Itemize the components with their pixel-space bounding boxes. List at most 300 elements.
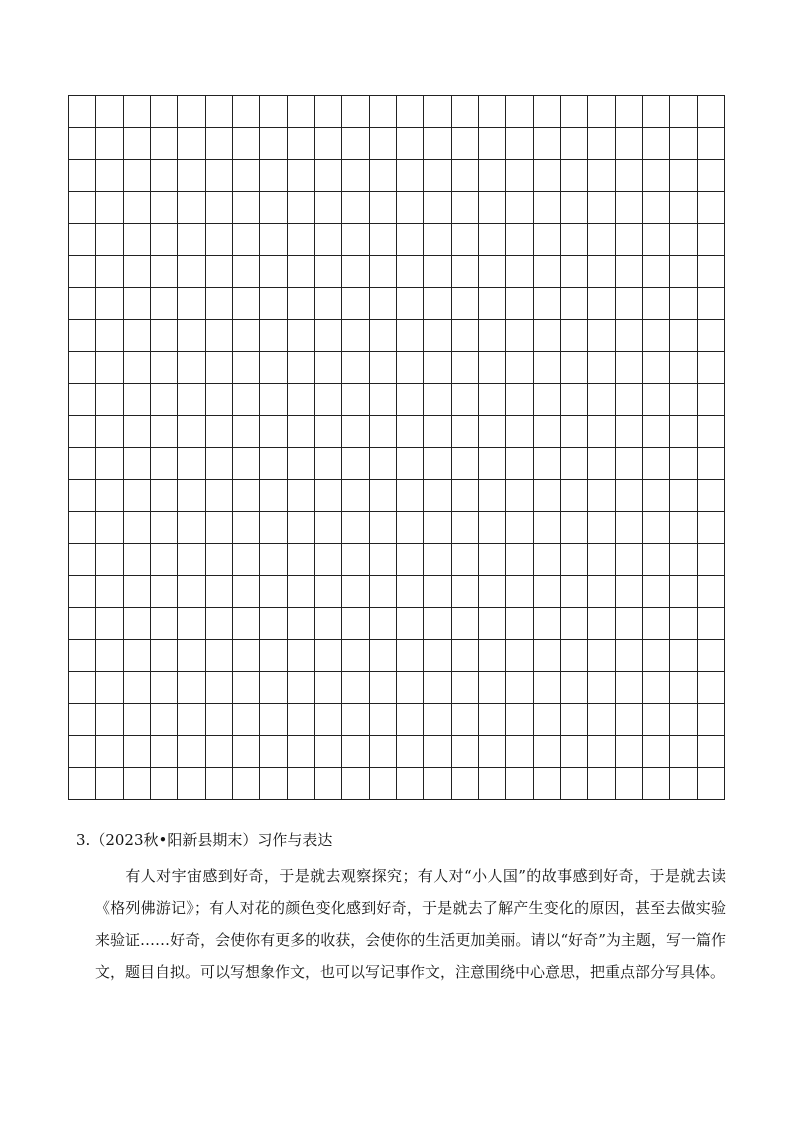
grid-cell: [642, 736, 669, 768]
grid-cell: [560, 256, 587, 288]
grid-cell: [232, 672, 259, 704]
grid-cell: [232, 448, 259, 480]
grid-cell: [232, 576, 259, 608]
grid-cell: [205, 352, 232, 384]
grid-cell: [396, 544, 423, 576]
grid-cell: [96, 704, 123, 736]
grid-cell: [314, 256, 341, 288]
grid-cell: [560, 544, 587, 576]
grid-cell: [506, 480, 533, 512]
grid-cell: [314, 384, 341, 416]
grid-cell: [314, 160, 341, 192]
grid-cell: [506, 192, 533, 224]
grid-cell: [670, 352, 697, 384]
grid-cell: [560, 320, 587, 352]
grid-cell: [69, 704, 96, 736]
grid-cell: [205, 736, 232, 768]
grid-cell: [150, 96, 177, 128]
question-heading: [76, 830, 726, 850]
grid-cell: [123, 544, 150, 576]
grid-cell: [424, 352, 451, 384]
grid-cell: [369, 704, 396, 736]
grid-cell: [96, 96, 123, 128]
grid-cell: [424, 672, 451, 704]
grid-row: [69, 544, 725, 576]
grid-cell: [424, 576, 451, 608]
grid-cell: [533, 544, 560, 576]
grid-cell: [342, 96, 369, 128]
grid-cell: [287, 544, 314, 576]
grid-cell: [424, 768, 451, 800]
grid-cell: [451, 416, 478, 448]
grid-cell: [150, 288, 177, 320]
grid-cell: [369, 128, 396, 160]
grid-cell: [424, 544, 451, 576]
grid-cell: [642, 288, 669, 320]
grid-cell: [287, 224, 314, 256]
grid-cell: [369, 256, 396, 288]
grid-cell: [123, 416, 150, 448]
grid-cell: [478, 192, 505, 224]
grid-cell: [205, 320, 232, 352]
grid-cell: [588, 672, 615, 704]
grid-cell: [287, 512, 314, 544]
grid-cell: [478, 320, 505, 352]
grid-cell: [670, 160, 697, 192]
grid-cell: [615, 544, 642, 576]
grid-cell: [506, 128, 533, 160]
grid-cell: [424, 384, 451, 416]
grid-cell: [178, 736, 205, 768]
grid-cell: [260, 384, 287, 416]
grid-cell: [232, 416, 259, 448]
question-source: （2023秋•阳新县期末）: [90, 831, 258, 849]
grid-cell: [506, 256, 533, 288]
grid-cell: [478, 672, 505, 704]
grid-cell: [451, 352, 478, 384]
grid-cell: [123, 160, 150, 192]
grid-cell: [314, 288, 341, 320]
grid-cell: [232, 352, 259, 384]
grid-cell: [150, 224, 177, 256]
grid-cell: [478, 640, 505, 672]
grid-cell: [123, 608, 150, 640]
grid-cell: [560, 448, 587, 480]
grid-cell: [96, 512, 123, 544]
grid-cell: [697, 576, 724, 608]
grid-cell: [451, 672, 478, 704]
grid-row: [69, 576, 725, 608]
grid-row: [69, 416, 725, 448]
grid-cell: [506, 224, 533, 256]
grid-cell: [560, 576, 587, 608]
grid-cell: [314, 544, 341, 576]
grid-cell: [369, 160, 396, 192]
grid-cell: [697, 448, 724, 480]
grid-cell: [697, 96, 724, 128]
grid-cell: [670, 736, 697, 768]
grid-cell: [451, 512, 478, 544]
grid-cell: [697, 384, 724, 416]
grid-cell: [342, 384, 369, 416]
grid-cell: [670, 288, 697, 320]
grid-cell: [150, 320, 177, 352]
grid-cell: [533, 160, 560, 192]
grid-row: [69, 640, 725, 672]
grid-cell: [642, 544, 669, 576]
grid-cell: [697, 768, 724, 800]
grid-cell: [424, 256, 451, 288]
grid-cell: [533, 288, 560, 320]
grid-cell: [260, 352, 287, 384]
grid-row: [69, 480, 725, 512]
grid-cell: [697, 416, 724, 448]
grid-cell: [588, 608, 615, 640]
grid-cell: [96, 128, 123, 160]
grid-cell: [451, 96, 478, 128]
grid-cell: [424, 192, 451, 224]
grid-cell: [533, 608, 560, 640]
grid-cell: [314, 480, 341, 512]
grid-cell: [615, 160, 642, 192]
grid-cell: [232, 480, 259, 512]
grid-cell: [533, 448, 560, 480]
grid-cell: [506, 352, 533, 384]
grid-cell: [424, 640, 451, 672]
grid-cell: [205, 256, 232, 288]
grid-cell: [260, 768, 287, 800]
grid-cell: [642, 256, 669, 288]
grid-cell: [478, 224, 505, 256]
grid-cell: [697, 480, 724, 512]
grid-cell: [478, 704, 505, 736]
grid-cell: [287, 608, 314, 640]
grid-cell: [615, 416, 642, 448]
grid-cell: [396, 224, 423, 256]
grid-cell: [69, 480, 96, 512]
grid-cell: [96, 544, 123, 576]
grid-cell: [670, 672, 697, 704]
grid-cell: [396, 608, 423, 640]
grid-cell: [342, 672, 369, 704]
grid-cell: [478, 256, 505, 288]
grid-cell: [69, 128, 96, 160]
grid-row: [69, 736, 725, 768]
grid-row: [69, 384, 725, 416]
grid-cell: [697, 704, 724, 736]
grid-cell: [478, 128, 505, 160]
grid-cell: [287, 288, 314, 320]
grid-cell: [396, 384, 423, 416]
grid-cell: [506, 416, 533, 448]
grid-cell: [506, 640, 533, 672]
grid-cell: [96, 320, 123, 352]
grid-cell: [178, 768, 205, 800]
grid-cell: [369, 576, 396, 608]
grid-cell: [506, 608, 533, 640]
grid-cell: [588, 416, 615, 448]
grid-cell: [314, 192, 341, 224]
grid-cell: [96, 192, 123, 224]
grid-cell: [506, 512, 533, 544]
grid-cell: [69, 576, 96, 608]
grid-cell: [642, 352, 669, 384]
grid-cell: [178, 288, 205, 320]
grid-cell: [424, 224, 451, 256]
grid-cell: [123, 384, 150, 416]
grid-cell: [506, 768, 533, 800]
grid-cell: [342, 288, 369, 320]
grid-cell: [533, 704, 560, 736]
grid-cell: [96, 288, 123, 320]
grid-cell: [369, 416, 396, 448]
grid-cell: [260, 512, 287, 544]
grid-cell: [314, 704, 341, 736]
grid-cell: [314, 416, 341, 448]
grid-cell: [123, 192, 150, 224]
grid-cell: [69, 384, 96, 416]
grid-cell: [533, 768, 560, 800]
grid-cell: [342, 256, 369, 288]
grid-cell: [342, 160, 369, 192]
grid-cell: [96, 160, 123, 192]
grid-cell: [396, 128, 423, 160]
grid-cell: [69, 768, 96, 800]
grid-cell: [287, 576, 314, 608]
grid-cell: [533, 672, 560, 704]
grid-cell: [314, 640, 341, 672]
grid-cell: [178, 704, 205, 736]
grid-cell: [506, 160, 533, 192]
grid-cell: [178, 384, 205, 416]
grid-cell: [451, 192, 478, 224]
grid-cell: [287, 384, 314, 416]
grid-cell: [588, 160, 615, 192]
grid-cell: [533, 576, 560, 608]
grid-cell: [369, 512, 396, 544]
grid-cell: [615, 224, 642, 256]
grid-cell: [342, 480, 369, 512]
grid-cell: [670, 576, 697, 608]
grid-cell: [123, 736, 150, 768]
grid-cell: [123, 448, 150, 480]
grid-cell: [369, 544, 396, 576]
grid-row: [69, 608, 725, 640]
grid-cell: [205, 128, 232, 160]
grid-cell: [69, 352, 96, 384]
grid-cell: [232, 768, 259, 800]
grid-cell: [314, 768, 341, 800]
grid-cell: [396, 512, 423, 544]
grid-cell: [506, 576, 533, 608]
grid-cell: [205, 608, 232, 640]
grid-cell: [260, 224, 287, 256]
grid-cell: [478, 512, 505, 544]
grid-row: [69, 704, 725, 736]
grid-cell: [451, 640, 478, 672]
grid-cell: [560, 192, 587, 224]
grid-row: [69, 288, 725, 320]
grid-cell: [96, 256, 123, 288]
grid-cell: [697, 736, 724, 768]
grid-cell: [342, 352, 369, 384]
grid-cell: [615, 608, 642, 640]
grid-cell: [560, 768, 587, 800]
grid-cell: [69, 416, 96, 448]
grid-cell: [369, 736, 396, 768]
grid-cell: [424, 96, 451, 128]
grid-cell: [697, 544, 724, 576]
grid-cell: [314, 352, 341, 384]
grid-cell: [96, 448, 123, 480]
grid-cell: [642, 320, 669, 352]
grid-cell: [205, 288, 232, 320]
grid-cell: [451, 768, 478, 800]
grid-cell: [205, 480, 232, 512]
grid-cell: [96, 768, 123, 800]
grid-cell: [69, 640, 96, 672]
grid-cell: [178, 544, 205, 576]
grid-cell: [588, 448, 615, 480]
grid-cell: [533, 320, 560, 352]
grid-cell: [260, 544, 287, 576]
grid-cell: [369, 192, 396, 224]
grid-cell: [670, 416, 697, 448]
grid-cell: [560, 736, 587, 768]
grid-cell: [369, 448, 396, 480]
grid-cell: [342, 224, 369, 256]
grid-cell: [396, 416, 423, 448]
grid-cell: [260, 704, 287, 736]
grid-cell: [369, 320, 396, 352]
grid-cell: [96, 608, 123, 640]
grid-cell: [451, 704, 478, 736]
grid-cell: [314, 576, 341, 608]
grid-cell: [123, 512, 150, 544]
grid-cell: [123, 288, 150, 320]
grid-row: [69, 352, 725, 384]
grid-cell: [260, 608, 287, 640]
grid-cell: [205, 512, 232, 544]
grid-cell: [287, 160, 314, 192]
grid-cell: [260, 736, 287, 768]
grid-cell: [396, 96, 423, 128]
grid-cell: [560, 96, 587, 128]
grid-cell: [287, 192, 314, 224]
grid-cell: [178, 480, 205, 512]
grid-cell: [506, 288, 533, 320]
grid-cell: [314, 736, 341, 768]
grid-cell: [232, 704, 259, 736]
grid-cell: [69, 224, 96, 256]
grid-cell: [342, 448, 369, 480]
grid-cell: [69, 544, 96, 576]
grid-cell: [560, 672, 587, 704]
grid-cell: [615, 480, 642, 512]
grid-cell: [178, 640, 205, 672]
grid-cell: [178, 192, 205, 224]
grid-cell: [178, 160, 205, 192]
grid-cell: [588, 480, 615, 512]
grid-cell: [451, 288, 478, 320]
grid-cell: [697, 256, 724, 288]
grid-cell: [96, 672, 123, 704]
grid-cell: [260, 672, 287, 704]
grid-cell: [588, 544, 615, 576]
grid-cell: [69, 672, 96, 704]
grid-cell: [560, 288, 587, 320]
grid-cell: [424, 512, 451, 544]
grid-cell: [396, 256, 423, 288]
grid-cell: [396, 320, 423, 352]
grid-cell: [178, 672, 205, 704]
grid-cell: [451, 736, 478, 768]
grid-cell: [178, 576, 205, 608]
grid-cell: [96, 576, 123, 608]
grid-cell: [123, 768, 150, 800]
grid-cell: [424, 480, 451, 512]
grid-cell: [670, 768, 697, 800]
grid-cell: [150, 608, 177, 640]
grid-cell: [69, 192, 96, 224]
grid-cell: [205, 448, 232, 480]
grid-cell: [396, 704, 423, 736]
question-prompt: [95, 860, 726, 988]
grid-cell: [69, 512, 96, 544]
grid-row: [69, 768, 725, 800]
grid-cell: [451, 256, 478, 288]
grid-cell: [615, 512, 642, 544]
grid-cell: [96, 384, 123, 416]
grid-cell: [670, 96, 697, 128]
grid-cell: [642, 672, 669, 704]
grid-cell: [150, 384, 177, 416]
grid-cell: [588, 192, 615, 224]
grid-cell: [451, 320, 478, 352]
grid-cell: [451, 384, 478, 416]
grid-cell: [69, 320, 96, 352]
grid-cell: [424, 416, 451, 448]
grid-cell: [615, 96, 642, 128]
grid-cell: [205, 672, 232, 704]
grid-cell: [178, 256, 205, 288]
grid-cell: [451, 544, 478, 576]
grid-cell: [670, 608, 697, 640]
grid-cell: [260, 480, 287, 512]
grid-cell: [697, 512, 724, 544]
grid-cell: [178, 224, 205, 256]
grid-cell: [396, 736, 423, 768]
grid-cell: [533, 256, 560, 288]
grid-cell: [123, 320, 150, 352]
grid-cell: [178, 320, 205, 352]
grid-cell: [69, 256, 96, 288]
grid-cell: [642, 640, 669, 672]
grid-cell: [396, 352, 423, 384]
grid-cell: [533, 96, 560, 128]
grid-cell: [560, 224, 587, 256]
grid-cell: [96, 640, 123, 672]
grid-cell: [642, 576, 669, 608]
grid-cell: [615, 384, 642, 416]
grid-cell: [642, 704, 669, 736]
grid-cell: [424, 320, 451, 352]
grid-cell: [69, 288, 96, 320]
grid-cell: [478, 576, 505, 608]
grid-cell: [642, 512, 669, 544]
grid-cell: [533, 736, 560, 768]
grid-cell: [451, 128, 478, 160]
